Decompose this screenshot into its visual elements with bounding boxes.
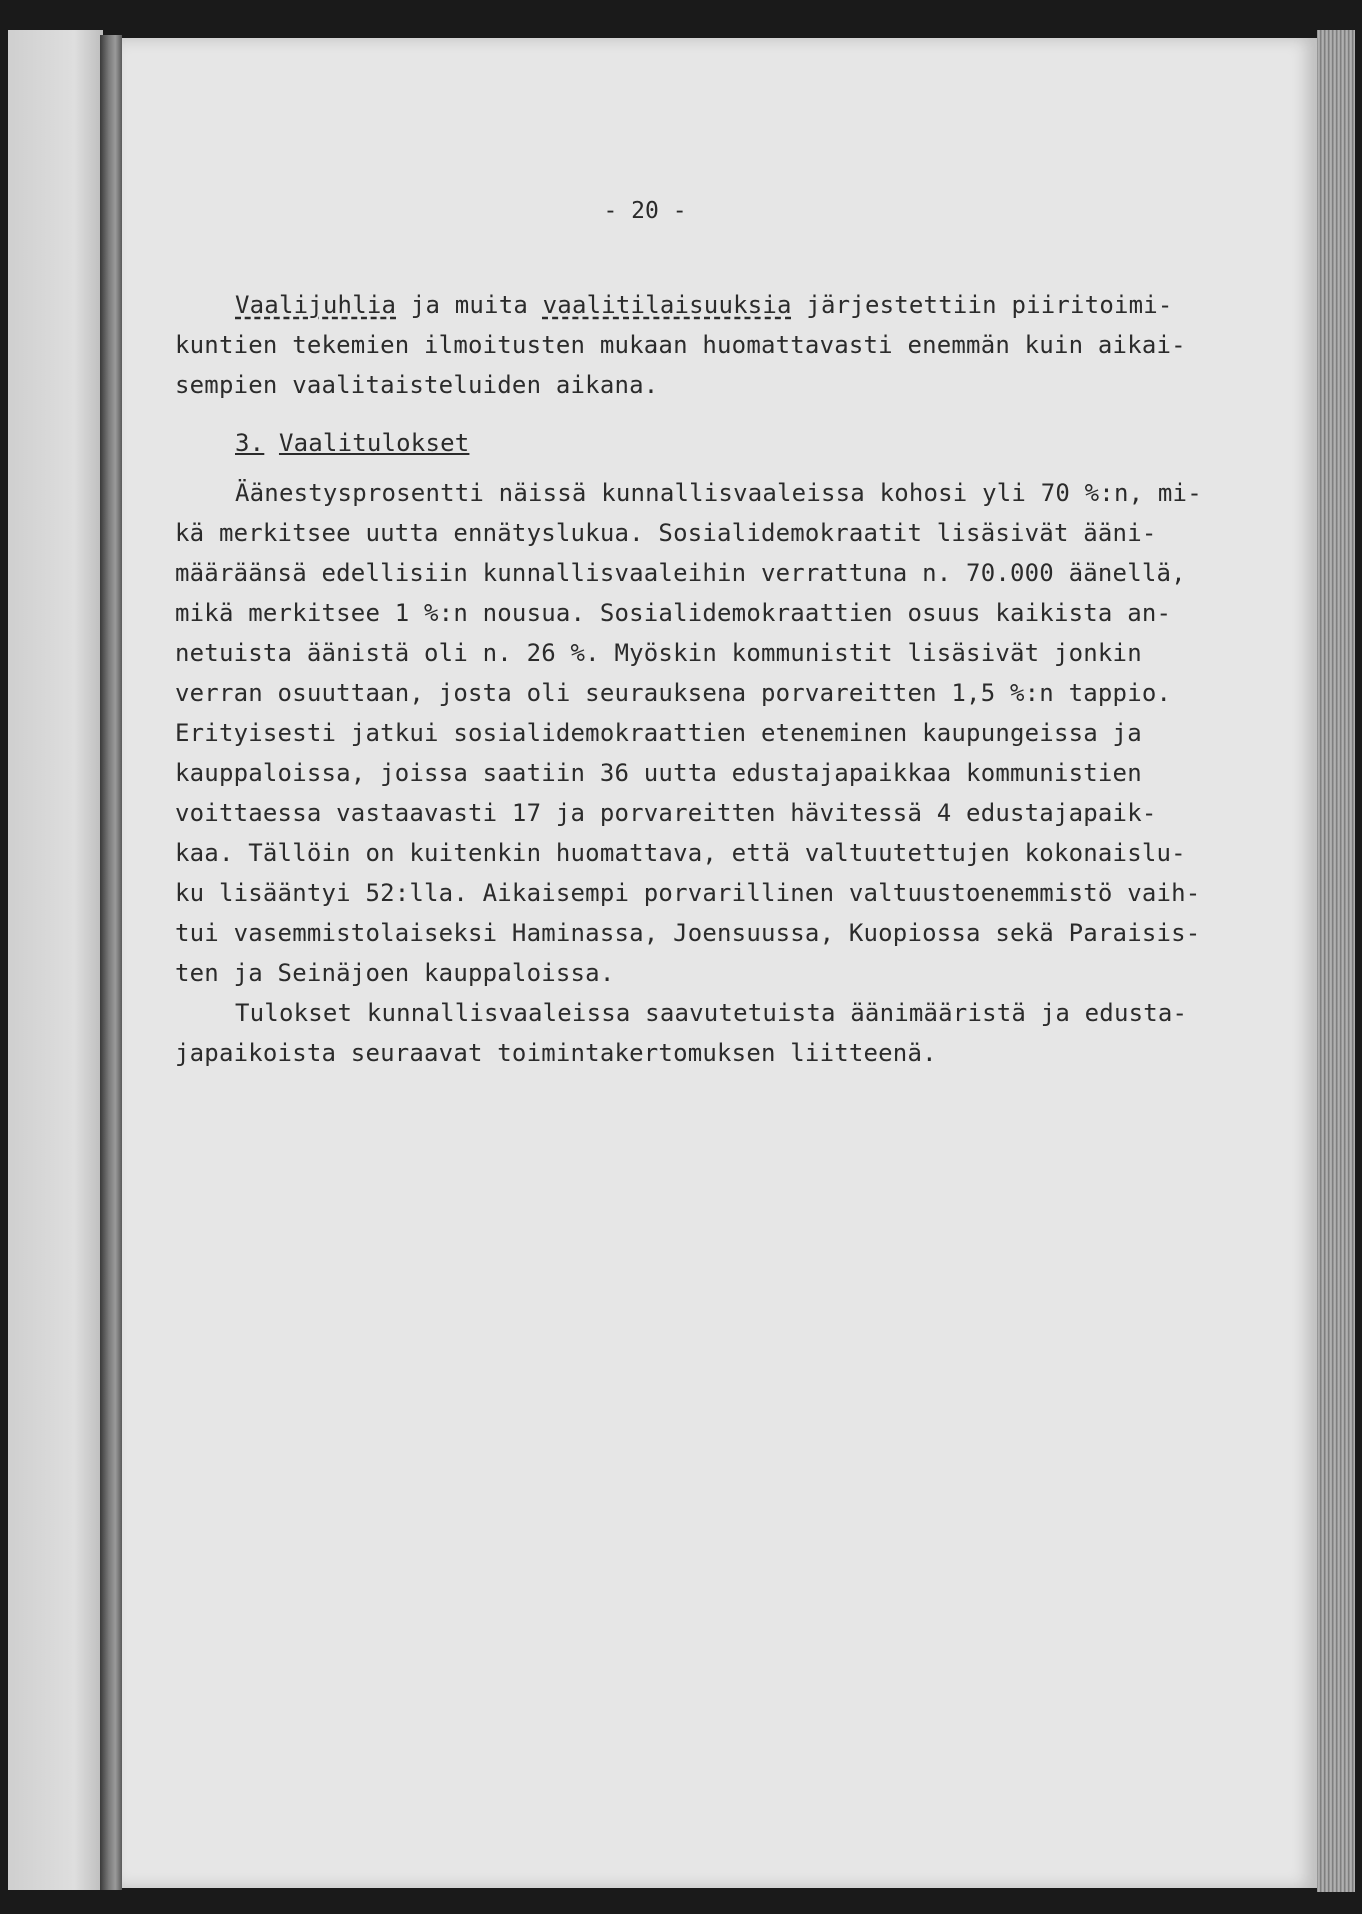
- book-binding: [100, 35, 122, 1890]
- paragraph-2-line: ten ja Seinäjoen kauppaloissa.: [175, 959, 615, 987]
- paragraph-1-line: sempien vaalitaisteluiden aikana.: [175, 371, 659, 399]
- section-title: Vaalitulokset: [278, 429, 470, 457]
- paragraph-2-line: määräänsä edellisiin kunnallisvaaleihin verrattuna n. 70.000 äänellä,: [175, 559, 1186, 587]
- paragraph-2-line: kauppaloissa, joissa saatiin 36 uutta edustajapaikkaa kommunistien: [175, 759, 1142, 787]
- paragraph-2-line: mikä merkitsee 1 %:n nousua. Sosialidemokraattien osuus kaikista an-: [175, 599, 1172, 627]
- paragraph-2-line: ku lisääntyi 52:lla. Aikaisempi porvarillinen valtuustoenemmistö vaih-: [175, 879, 1201, 907]
- underlined-term-vaalijuhlia: Vaalijuhlia: [235, 291, 397, 319]
- document-body: [175, 285, 1235, 1073]
- underlined-term-vaalitilaisuuksia: vaalitilaisuuksia: [542, 291, 792, 319]
- paragraph-3-line: japaikoista seuraavat toimintakertomuksen liitteenä.: [175, 1039, 937, 1067]
- paragraph-2-line: netuista äänistä oli n. 26 %. Myöskin kommunistit lisäsivät jonkin: [175, 639, 1142, 667]
- previous-page-edge: [8, 30, 103, 1890]
- paragraph-1-first-line: [175, 285, 1235, 325]
- paragraph-2-line: Erityisesti jatkui sosialidemokraattien eteneminen kaupungeissa ja: [175, 719, 1142, 747]
- paragraph-2-line: Äänestysprosentti näissä kunnallisvaaleissa kohosi yli 70 %:n, mi-: [235, 479, 1202, 507]
- paragraph-2-line: verran osuuttaan, josta oli seurauksena porvareitten 1,5 %:n tappio.: [175, 679, 1172, 707]
- text-run: järjestettiin piiritoimi-: [791, 291, 1173, 319]
- paragraph-2-line: voittaessa vastaavasti 17 ja porvareitten hävitessä 4 edustajapaik-: [175, 799, 1157, 827]
- paragraph-3-line: Tulokset kunnallisvaaleissa saavutetuista äänimääristä ja edusta-: [235, 999, 1188, 1027]
- paragraph-2-line: kaa. Tällöin on kuitenkin huomattava, että valtuutettujen kokonaislu-: [175, 839, 1186, 867]
- section-heading: [175, 423, 1235, 463]
- paragraph-1-line: kuntien tekemien ilmoitusten mukaan huomattavasti enemmän kuin aikai-: [175, 331, 1186, 359]
- section-number: 3.: [235, 429, 265, 457]
- page-stack-edge: [1317, 30, 1355, 1892]
- page-number: - 20 -: [603, 198, 687, 224]
- text-run: ja muita: [396, 291, 543, 319]
- paragraph-2-line: kä merkitsee uutta ennätyslukua. Sosialidemokraatit lisäsivät ääni-: [175, 519, 1157, 547]
- paragraph-2-line: tui vasemmistolaiseksi Haminassa, Joensuussa, Kuopiossa sekä Paraisis-: [175, 919, 1201, 947]
